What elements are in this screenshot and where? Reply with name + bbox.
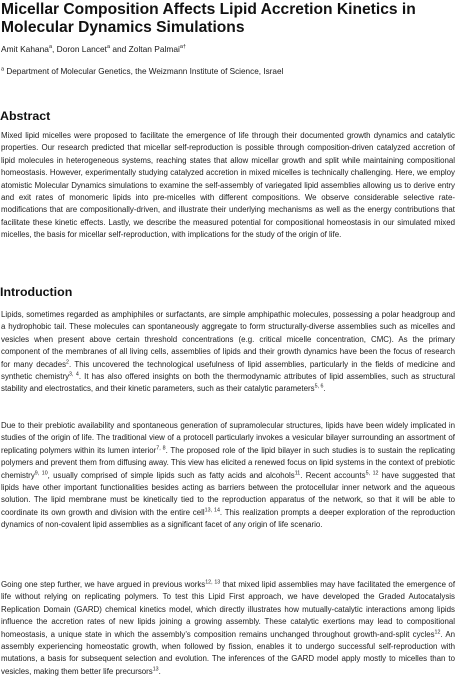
intro-text: . <box>323 384 326 394</box>
citation-ref: 13, 14 <box>204 507 220 514</box>
citation-ref: 3, 4 <box>69 371 79 378</box>
affiliation-text: Department of Molecular Genetics, the Weizmann Institute of Science, Israel <box>4 67 284 76</box>
intro-text: . An assembly experiencing homeostatic growth, when followed by fission, enables it to undergo successful self-reproduction with mutations, a basis for subsequent selection and evolution. The inferences of the GARD model apply mostly to micelles than to vesicles, making them better life precursors <box>1 629 455 676</box>
affiliation-mark: a <box>1 66 5 73</box>
author-name: Amit Kahana <box>1 44 49 54</box>
citation-ref: 2 <box>66 359 69 365</box>
author-affiliation-mark: a <box>48 44 53 51</box>
intro-text: , usually comprised of simple lipids such as fatty acids and alcohols <box>47 470 295 480</box>
author-separator: , <box>52 44 57 54</box>
intro-text: . This realization prompts a deeper exploration of the reproduction dynamics of non-covalent lipid assemblies as a significant facet of any origin of life scenario. <box>1 507 455 530</box>
intro-text: Going one step further, we have argued in previous works <box>1 580 206 589</box>
intro-text: have suggested that lipids have other important functionalities besides acting as barriers between the protocellular inner network and the aqueous solution. The lipid membrane must be kinetically tied to the reproduction apparatus of the network, so that it will be able to coordinate its own growth and division with the entire cell <box>1 470 456 517</box>
citation-ref: 9, 10 <box>34 470 48 476</box>
intro-text: Due to their prebiotic availability and spontaneous generation of supramolecular structures, lipids have been widely implicated in studies of the origin of life. The traditional view of a protocell particularly invokes a vesicular bilayer surrounding an assortment of replicating polymers within its lumen interior <box>1 421 455 455</box>
intro-text: . It has also offered insights on both the thermodynamic attributes of lipid assemblies, such as structural stability and electrostatics, and their kinetic parameters, such as their catalytic parameters <box>1 372 455 394</box>
paper-title: Micellar Composition Affects Lipid Accretion Kinetics in Molecular Dynamics Simulations <box>1 1 416 36</box>
author-affiliation-mark: a <box>106 44 111 51</box>
author-name: Doron Lancet <box>56 44 107 54</box>
intro-paragraph <box>1 420 455 532</box>
citation-ref: 13 <box>152 666 159 673</box>
citation-ref: 12 <box>434 629 441 635</box>
intro-text: Lipids, sometimes regarded as amphiphiles or surfactants, are simple amphipathic molecules, possessing a polar headgroup and a hydrophobic tail. These molecules can spontaneously aggregate to form structurally-diverse assemblies such as micelles and vesicles when present above certain threshold concentrations (e.g. critical micelle concentration, CMC). As the primary component of the membranes of all living cells, assemblies of lipids and their growth dynamics have been the focus of research for many decades <box>1 310 455 369</box>
citation-ref: 12, 13 <box>205 579 221 586</box>
author-name: Zoltan Palmai <box>128 44 180 54</box>
intro-text: . This uncovered the technological usefulness of lipid assemblies, particularly in the fields of medicine and synthetic chemistry <box>1 359 455 382</box>
abstract-paragraph: Mixed lipid micelles were proposed to facilitate the emergence of life through their documented growth dynamics and catalytic properties. Our research predicted that micellar self-reproduction is possible through composition-driven catalyzed accretion of lipid molecules in heterogeneous systems, reaching states that allow micellar growth and split while maintaining compositional homeostasis. However, experimentally studying catalyzed accretion in mixed micelles is technically challenging. Here, we employ atomistic Molecular Dynamics simulations to examine the self-assembly of variegated lipid assemblies allowing us to derive entry and exit rates of monomeric lipids into pre-micelles with different compositions. We observe considerable selective rate-modifications that are compositionally-driven, and illustrate their underlying mechanisms as well as the energy contributions that facilitate these kinetic effects. Lastly, we describe the measured potential for compositional homeostasis in our simulated mixed micelles, the basis for micellar self-reproduction, with implications for the study of the origin of life. <box>1 131 455 240</box>
author-list <box>1 44 186 55</box>
intro-text: . Recent accounts <box>300 470 366 480</box>
citation-ref: 5, 12 <box>365 470 379 476</box>
citation-ref: 5, 6 <box>314 383 324 390</box>
intro-paragraph <box>1 579 455 678</box>
intro-text: . <box>158 666 161 676</box>
abstract-heading: Abstract <box>0 109 51 123</box>
author-affiliation-mark: a† <box>179 44 186 51</box>
citation-ref: 7, 8 <box>156 445 166 452</box>
affiliation <box>1 66 283 77</box>
citation-ref: 11 <box>294 470 301 476</box>
intro-text: . The proposed role of the lipid bilayer in such studies is to sustain the replicating polymers and prevent them from diffusing away. This view has elicited a renewed focus on lipid systems in the context of prebiotic chemistry <box>1 445 455 480</box>
intro-text: that mixed lipid assemblies may have facilitated the emergence of life without relying on replicating polymers. To test this Lipid First approach, we have developed the Graded Autocatalysis Replication Domain (GARD) chemical kinetics model, which directly illustrates how mutually-catalytic interactions among lipids influence the accretion rates of new lipids joining a growing assembly. These catalytic exertions may lead to compositional homeostasis, a unique state in which the assembly’s composition remains unchanged throughout growth-and-split cycles <box>1 580 456 639</box>
intro-paragraph <box>1 309 455 396</box>
introduction-heading: Introduction <box>0 285 73 299</box>
author-separator: and <box>110 44 129 54</box>
